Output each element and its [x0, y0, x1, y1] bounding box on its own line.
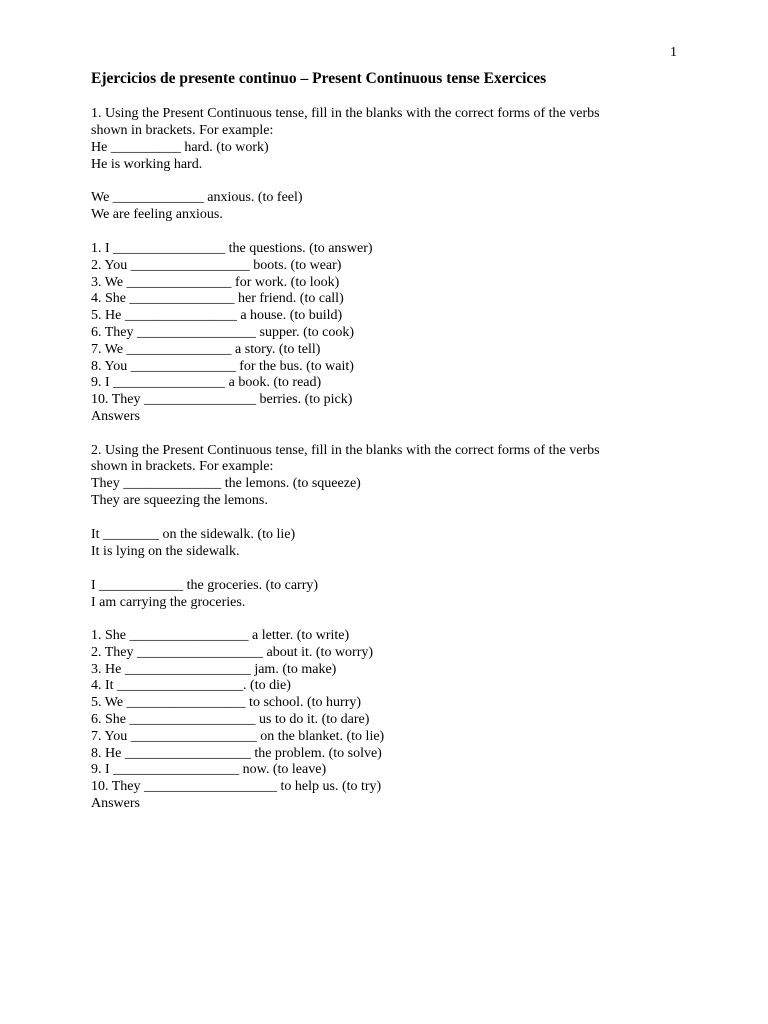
section2-example1-question: They ______________ the lemons. (to squeeze) [91, 476, 361, 491]
section1-exercise-item: 9. I ________________ a book. (to read) [91, 375, 322, 390]
section2-instruction-line2: shown in brackets. For example: [91, 459, 274, 474]
section1-example2-answer: We are feeling anxious. [91, 207, 223, 222]
section2-example3-question: I ____________ the groceries. (to carry) [91, 578, 319, 593]
section1-instruction-line1: 1. Using the Present Continuous tense, fill in the blanks with the correct forms of the verbs [91, 106, 600, 121]
section2-example1-answer: They are squeezing the lemons. [91, 493, 268, 508]
section2-exercise-item: 3. He __________________ jam. (to make) [91, 662, 337, 677]
section1-exercise-item: 5. He ________________ a house. (to build) [91, 308, 343, 323]
section1-exercise-item: 2. You _________________ boots. (to wear) [91, 258, 342, 273]
section1-exercise-item: 6. They _________________ supper. (to cook) [91, 325, 354, 340]
section1-instruction-line2: shown in brackets. For example: [91, 123, 274, 138]
section1-exercise-item: 7. We _______________ a story. (to tell) [91, 342, 321, 357]
section2-example2-answer: It is lying on the sidewalk. [91, 544, 240, 559]
section2-example2-question: It ________ on the sidewalk. (to lie) [91, 527, 296, 542]
section1-exercise-item: 4. She _______________ her friend. (to call) [91, 291, 344, 306]
document-page [91, 0, 691, 1024]
section1-exercise-item: 1. I ________________ the questions. (to answer) [91, 241, 373, 256]
section2-exercise-item: 1. She _________________ a letter. (to write) [91, 628, 350, 643]
section1-answers-label: Answers [91, 409, 140, 424]
section1-example1-answer: He is working hard. [91, 157, 203, 172]
section1-example2-question: We _____________ anxious. (to feel) [91, 190, 303, 205]
section2-exercise-item: 6. She __________________ us to do it. (to dare) [91, 712, 370, 727]
section2-instruction-line1: 2. Using the Present Continuous tense, fill in the blanks with the correct forms of the verbs [91, 443, 600, 458]
section1-exercise-item: 8. You _______________ for the bus. (to wait) [91, 359, 354, 374]
section2-exercise-item: 2. They __________________ about it. (to worry) [91, 645, 374, 660]
section2-exercise-item: 10. They ___________________ to help us. (to try) [91, 779, 382, 794]
section1-exercise-item: 10. They ________________ berries. (to pick) [91, 392, 353, 407]
section2-answers-label: Answers [91, 796, 140, 811]
page-title: Ejercicios de presente continuo – Present Continuous tense Exercices [91, 70, 547, 87]
section1-exercise-item: 3. We _______________ for work. (to look) [91, 275, 340, 290]
section2-exercise-item: 4. It __________________. (to die) [91, 678, 291, 693]
page-number: 1 [670, 45, 677, 60]
section2-exercise-item: 8. He __________________ the problem. (to solve) [91, 746, 382, 761]
section1-example1-question: He __________ hard. (to work) [91, 140, 269, 155]
section2-example3-answer: I am carrying the groceries. [91, 595, 246, 610]
section2-exercise-item: 9. I __________________ now. (to leave) [91, 762, 327, 777]
section2-exercise-item: 5. We _________________ to school. (to hurry) [91, 695, 362, 710]
section2-exercise-item: 7. You __________________ on the blanket. (to lie) [91, 729, 385, 744]
